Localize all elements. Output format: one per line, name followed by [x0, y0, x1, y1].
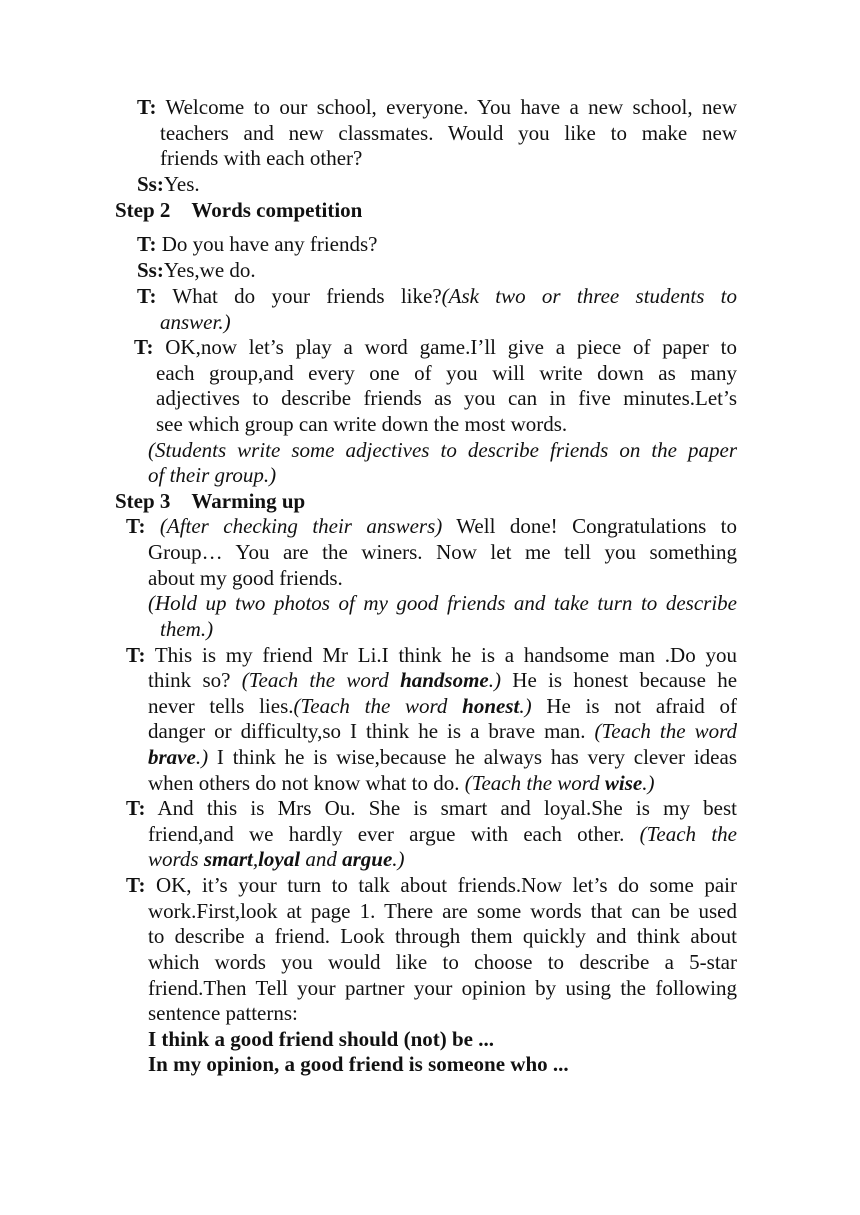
stage-direction-line [160, 617, 213, 643]
speaker-label: Ss: [137, 172, 164, 196]
dialogue-line [137, 284, 737, 310]
stage-direction [148, 745, 208, 769]
dialogue-text: see which group can write down the most words. [156, 412, 568, 436]
dialogue-text: never tells lies. [148, 694, 294, 718]
stage-direction: (Students write some adjectives to describe friends on the paper [148, 438, 737, 462]
dialogue-line [148, 1001, 298, 1027]
dialogue-line [137, 258, 256, 284]
stage-direction-line [148, 438, 737, 464]
vocabulary-word: argue [342, 847, 393, 871]
dialogue-text: And this is Mrs Ou. She is smart and loyal.She is my best [157, 796, 737, 820]
vocabulary-word: honest [462, 694, 520, 718]
speaker-label: Ss: [137, 258, 164, 282]
speaker-label: T: [126, 643, 146, 667]
dialogue-text: to describe a friend. Look through them quickly and think about [148, 924, 737, 948]
dialogue-text: danger or difficulty,so I think he is a brave man. [148, 719, 586, 743]
stage-direction-text: .) [392, 847, 405, 871]
dialogue-text: Yes. [163, 172, 200, 196]
stage-direction-text: .) [195, 745, 209, 769]
dialogue-line [148, 540, 737, 566]
dialogue-line [137, 95, 737, 121]
dialogue-text: think so? [148, 668, 231, 692]
dialogue-line [160, 121, 737, 147]
dialogue-text: friend,and we hardly ever argue with each other. [148, 822, 625, 846]
speaker-label: T: [126, 796, 146, 820]
dialogue-line [148, 822, 737, 848]
dialogue-text: Welcome to our school, everyone. You have a new school, new [165, 95, 737, 119]
stage-direction-text: (Teach the word [241, 668, 389, 692]
stage-direction: of their group.) [148, 463, 277, 487]
stage-direction-line [148, 591, 737, 617]
speaker-label: T: [134, 335, 154, 359]
speaker-label: T: [126, 873, 146, 897]
dialogue-line [134, 335, 737, 361]
dialogue-line [126, 873, 737, 899]
stage-direction: answer.) [160, 310, 231, 334]
stage-direction: (After checking their answers) [159, 514, 443, 538]
stage-direction [465, 771, 655, 795]
dialogue-line [148, 847, 405, 873]
dialogue-text: sentence patterns: [148, 1001, 298, 1025]
stage-direction-line [148, 463, 276, 489]
dialogue-line [148, 950, 737, 976]
dialogue-line [148, 976, 737, 1002]
dialogue-line [126, 514, 737, 540]
vocabulary-word: wise [604, 771, 643, 795]
dialogue-text: I think he is wise,because he always has very clever ideas [216, 745, 737, 769]
speaker-label: T: [126, 514, 146, 538]
vocabulary-word: loyal [258, 847, 301, 871]
stage-direction: (Ask two or three students to [441, 284, 737, 308]
dialogue-line [148, 566, 343, 592]
dialogue-text: What do your friends like? [172, 284, 442, 308]
stage-direction-text: .) [488, 668, 501, 692]
dialogue-text: friend.Then Tell your partner your opinion by using the following [148, 976, 737, 1000]
dialogue-line [156, 386, 737, 412]
dialogue-text: OK,now let’s play a word game.I’ll give a piece of paper to [165, 335, 737, 359]
speaker-label: T: [137, 284, 157, 308]
stage-direction: them.) [160, 617, 214, 641]
speaker-label: T: [137, 232, 157, 256]
stage-direction [242, 668, 501, 692]
dialogue-text: adjectives to describe friends as you can in five minutes.Let’s [156, 386, 737, 410]
dialogue-line [148, 694, 737, 720]
dialogue-text: Group… You are the winers. Now let me tell you something [148, 540, 737, 564]
dialogue-line [126, 643, 737, 669]
dialogue-text: Yes,we do. [163, 258, 256, 282]
dialogue-text: He is honest because he [512, 668, 738, 692]
dialogue-text: which words you would like to choose to describe a 5-star [148, 950, 737, 974]
dialogue-line [148, 668, 737, 694]
dialogue-text: friends with each other? [160, 146, 363, 170]
stage-direction: (Teach the [639, 822, 737, 846]
stage-direction-text: words [148, 847, 199, 871]
vocabulary-word: handsome [400, 668, 489, 692]
dialogue-line [156, 361, 737, 387]
dialogue-line [148, 899, 737, 925]
dialogue-text: each group,and every one of you will write down as many [156, 361, 737, 385]
dialogue-line [156, 412, 567, 438]
stage-direction-text: .) [519, 694, 532, 718]
dialogue-line [126, 796, 737, 822]
dialogue-line [160, 146, 362, 172]
vocabulary-word: smart [203, 847, 253, 871]
vocabulary-word: brave [148, 745, 196, 769]
speaker-label: T: [137, 95, 157, 119]
dialogue-text: He is not afraid of [546, 694, 738, 718]
sentence-pattern: I think a good friend should (not) be ... [148, 1027, 494, 1051]
stage-direction [148, 847, 405, 871]
dialogue-line [137, 172, 200, 198]
dialogue-text: about my good friends. [148, 566, 343, 590]
dialogue-line [148, 719, 737, 745]
dialogue-text: teachers and new classmates. Would you like to make new [160, 121, 737, 145]
dialogue-line [137, 232, 377, 258]
sentence-pattern: In my opinion, a good friend is someone who ... [148, 1052, 569, 1076]
step-heading: Step 2 Words competition [115, 198, 363, 222]
stage-direction-text: (Teach the word [293, 694, 448, 718]
dialogue-text: when others do not know what to do. [148, 771, 460, 795]
stage-direction [294, 694, 532, 718]
stage-direction-text: , [252, 847, 259, 871]
dialogue-text: Do you have any friends? [161, 232, 378, 256]
stage-direction-text: .) [642, 771, 655, 795]
stage-direction-text: (Teach the word [464, 771, 600, 795]
dialogue-line [148, 924, 737, 950]
dialogue-text: This is my friend Mr Li.I think he is a handsome man .Do you [154, 643, 737, 667]
dialogue-line [148, 745, 737, 771]
dialogue-text: Well done! Congratulations to [456, 514, 737, 538]
dialogue-line [160, 310, 231, 336]
dialogue-line [148, 771, 655, 797]
step-heading: Step 3 Warming up [115, 489, 306, 513]
dialogue-text: work.First,look at page 1. There are some words that can be used [148, 899, 737, 923]
stage-direction: (Teach the word [594, 719, 737, 743]
stage-direction-text: and [305, 847, 337, 871]
stage-direction: (Hold up two photos of my good friends and take turn to describe [148, 591, 737, 615]
dialogue-text: OK, it’s your turn to talk about friends.Now let’s do some pair [155, 873, 737, 897]
